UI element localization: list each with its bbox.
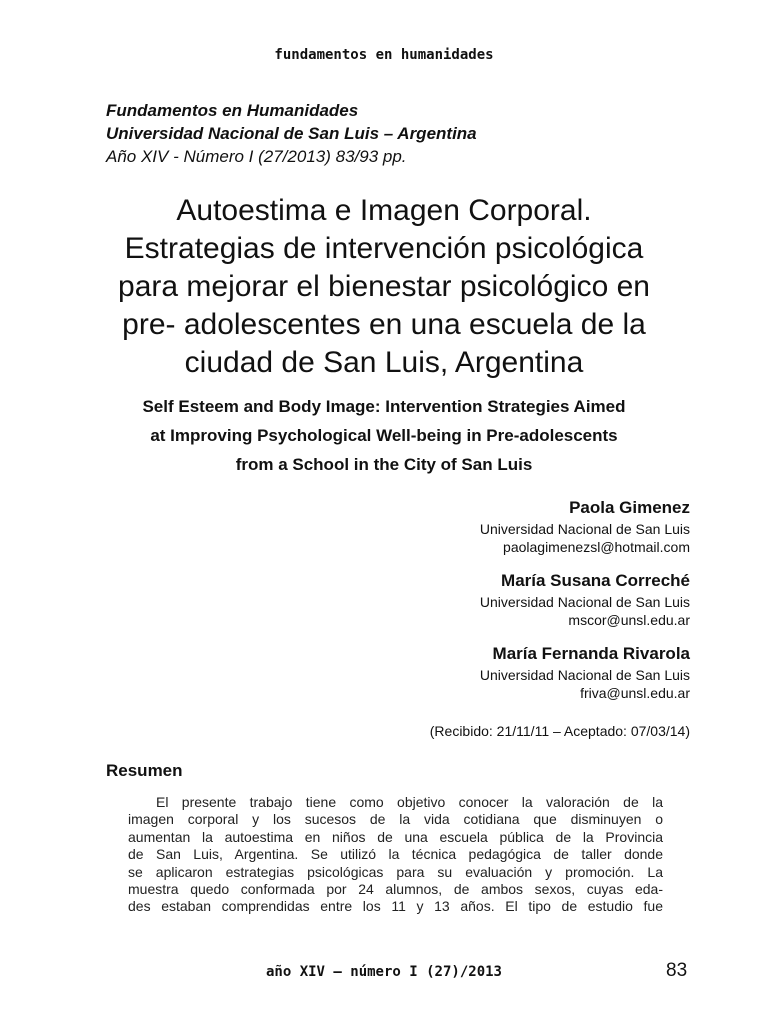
title-english-line: at Improving Psychological Well-being in Pre-adolescents: [150, 426, 618, 445]
author-entry: [300, 642, 690, 702]
running-header: fundamentos en humanidades: [274, 47, 494, 63]
author-email[interactable]: paolagimenezsl@hotmail.com: [503, 539, 690, 555]
journal-name: Fundamentos en Humanidades: [106, 101, 359, 120]
author-affiliation: Universidad Nacional de San Luis: [479, 521, 690, 537]
author-affiliation: Universidad Nacional de San Luis: [479, 594, 690, 610]
author-name: María Susana Correché: [501, 571, 690, 590]
abstract-body: [128, 794, 663, 916]
abstract-line: El presente trabajo tiene como objetivo conocer la valoración de la: [156, 794, 663, 810]
author-name: Paola Gimenez: [569, 498, 690, 517]
author-email[interactable]: friva@unsl.edu.ar: [580, 685, 690, 701]
abstract-line: aumentan la autoestima en niños de una escuela pública de la Provincia: [128, 828, 663, 845]
received-accepted-dates: (Recibido: 21/11/11 – Aceptado: 07/03/14): [429, 723, 690, 739]
page-number: 83: [666, 960, 688, 981]
journal-info: [106, 99, 706, 168]
title-english-line: from a School in the City of San Luis: [235, 455, 533, 474]
title-english: [84, 392, 684, 479]
abstract-line: imagen corporal y los sucesos de la vida cotidiana que disminuyen o: [128, 811, 663, 828]
footer-issue: año XIV – número I (27)/2013: [265, 964, 502, 980]
author-affiliation: Universidad Nacional de San Luis: [479, 667, 690, 683]
title-spanish: [84, 192, 684, 382]
title-spanish-line: ciudad de San Luis, Argentina: [184, 346, 584, 379]
author-entry: [300, 496, 690, 556]
journal-issue: Año XIV - Número I (27/2013) 83/93 pp.: [106, 147, 407, 166]
abstract-heading: Resumen: [106, 761, 183, 780]
abstract-line: se aplicaron estrategias psicológicas para su evaluación y promoción. La: [128, 863, 663, 880]
title-spanish-line: Autoestima e Imagen Corporal.: [176, 194, 592, 227]
author-name: María Fernanda Rivarola: [492, 644, 690, 663]
title-spanish-line: para mejorar el bienestar psicológico en: [118, 270, 650, 303]
title-spanish-line: pre- adolescentes en una escuela de la: [122, 308, 646, 341]
author-entry: [300, 569, 690, 629]
journal-university: Universidad Nacional de San Luis – Argentina: [106, 124, 477, 143]
author-email[interactable]: mscor@unsl.edu.ar: [568, 612, 690, 628]
abstract-line: des estaban comprendidas entre los 11 y 13 años. El tipo de estudio fue: [128, 898, 663, 915]
title-english-line: Self Esteem and Body Image: Intervention Strategies Aimed: [142, 397, 626, 416]
title-spanish-line: Estrategias de intervención psicológica: [124, 232, 644, 265]
authors-list: [300, 496, 690, 715]
abstract-line: de San Luis, Argentina. Se utilizó la técnica pedagógica de taller donde: [128, 846, 663, 863]
abstract-line: muestra quedo conformada por 24 alumnos, de ambos sexos, cuyas eda-: [128, 881, 663, 898]
